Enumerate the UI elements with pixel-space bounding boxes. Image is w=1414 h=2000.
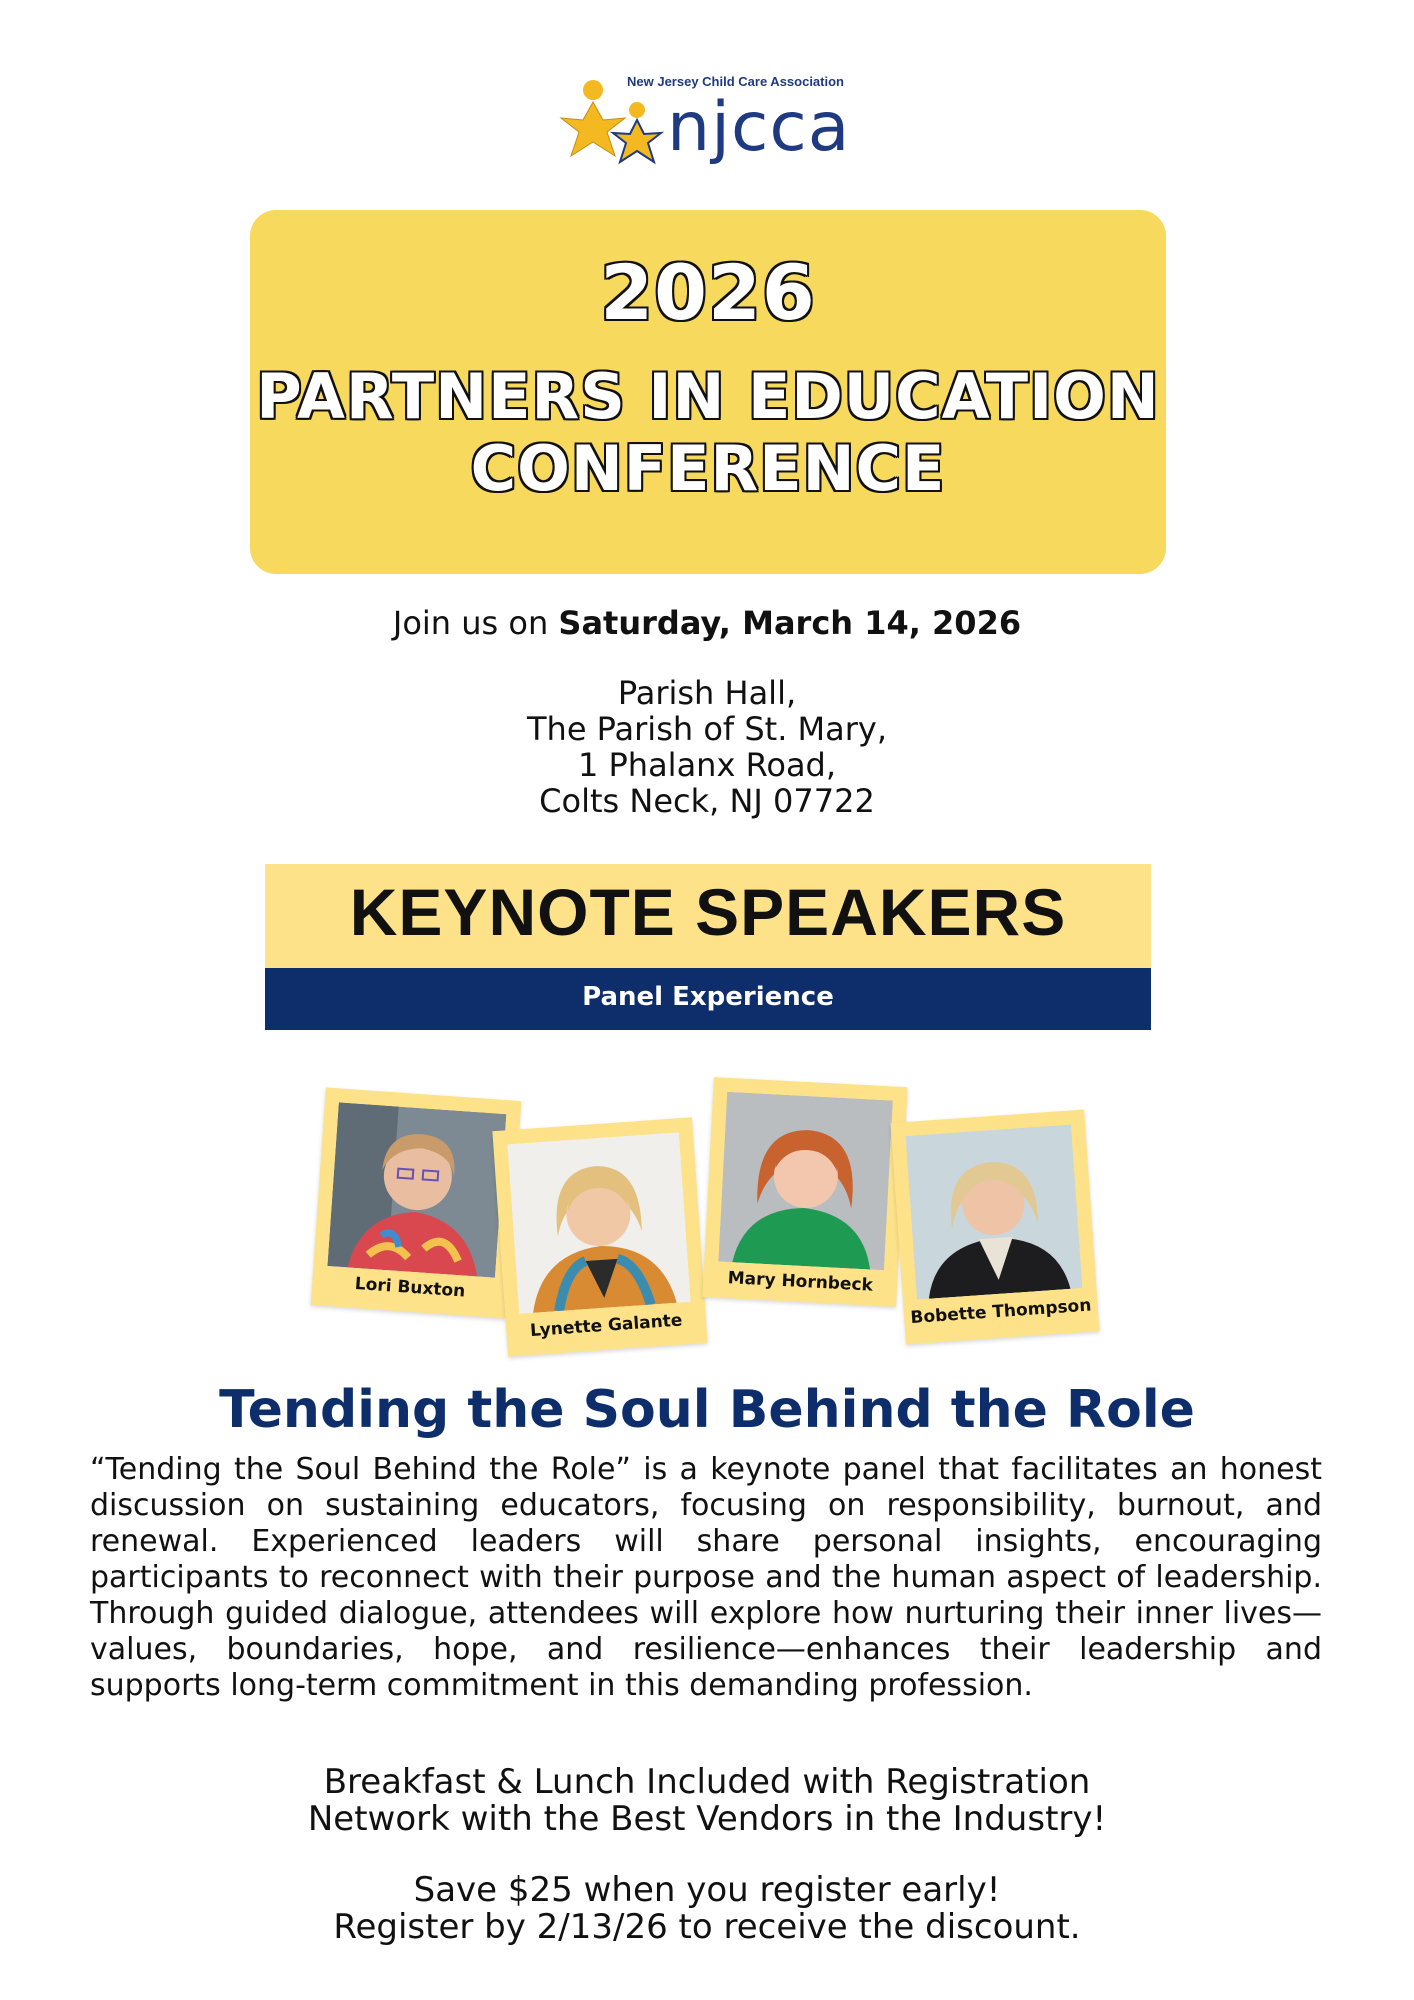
- title-line-1: PARTNERS IN EDUCATION: [256, 360, 1160, 433]
- speaker-card-mary-hornbeck: [702, 1077, 907, 1307]
- logo-wordmark: njcca: [667, 88, 851, 167]
- venue-line: Colts Neck, NJ 07722: [539, 782, 875, 820]
- info-vendors: Network with the Best Vendors in the Industry!: [307, 1799, 1107, 1839]
- info-meals: Breakfast & Lunch Included with Registration: [323, 1762, 1091, 1802]
- speaker-card-lynette-galante: [492, 1117, 707, 1356]
- session-heading: Tending the Soul Behind the Role: [219, 1380, 1195, 1440]
- star-figures-icon: [545, 76, 675, 176]
- info-register-deadline: Register by 2/13/26 to receive the discount.: [333, 1907, 1081, 1947]
- info-early-savings: Save $25 when you register early!: [413, 1870, 1001, 1910]
- title-year: 2026: [600, 248, 816, 337]
- event-date-line: [0, 604, 1414, 642]
- title-line-2: CONFERENCE: [470, 432, 946, 505]
- speaker-card-lori-buxton: [311, 1087, 522, 1318]
- panel-experience-label: Panel Experience: [582, 982, 834, 1012]
- panel-experience-bar: [265, 968, 1151, 1030]
- speaker-photo: [327, 1102, 506, 1277]
- speaker-card-bobette-thompson: [890, 1110, 1099, 1345]
- keynote-title: KEYNOTE SPEAKERS: [349, 875, 1067, 949]
- date-prefix: Join us on: [392, 604, 559, 642]
- speaker-name: Bobette Thompson: [909, 1295, 1092, 1329]
- speaker-photo: [507, 1132, 690, 1314]
- session-description: “Tending the Soul Behind the Role” is a keynote panel that facilitates an honest discussion on sustaining educators, focusing on responsibility, burnout, and renewal. Experienced leaders will share personal insights, encouraging participants to reconnect with their purpose and the human aspect of leadership. Through guided dialogue, attendees will explore how nurturing their inner lives—values, boundaries, hope, and resilience—enhances their leadership and supports long-term commitment in this demanding profession.: [90, 1452, 1322, 1703]
- speaker-name: Lori Buxton: [354, 1273, 466, 1302]
- speaker-photo: [905, 1124, 1082, 1299]
- venue-line: Parish Hall,: [617, 674, 797, 712]
- speaker-photo: [718, 1092, 893, 1270]
- event-date: Saturday, March 14, 2026: [558, 604, 1022, 642]
- keynote-banner: [265, 864, 1151, 968]
- title-card: [250, 210, 1166, 574]
- venue-line: The Parish of St. Mary,: [526, 710, 888, 748]
- logo-tagline: New Jersey Child Care Association: [627, 74, 844, 89]
- njcca-logo: [545, 70, 885, 190]
- speaker-name: Lynette Galante: [529, 1310, 684, 1342]
- venue-line: 1 Phalanx Road,: [577, 746, 837, 784]
- speaker-name: Mary Hornbeck: [727, 1268, 874, 1296]
